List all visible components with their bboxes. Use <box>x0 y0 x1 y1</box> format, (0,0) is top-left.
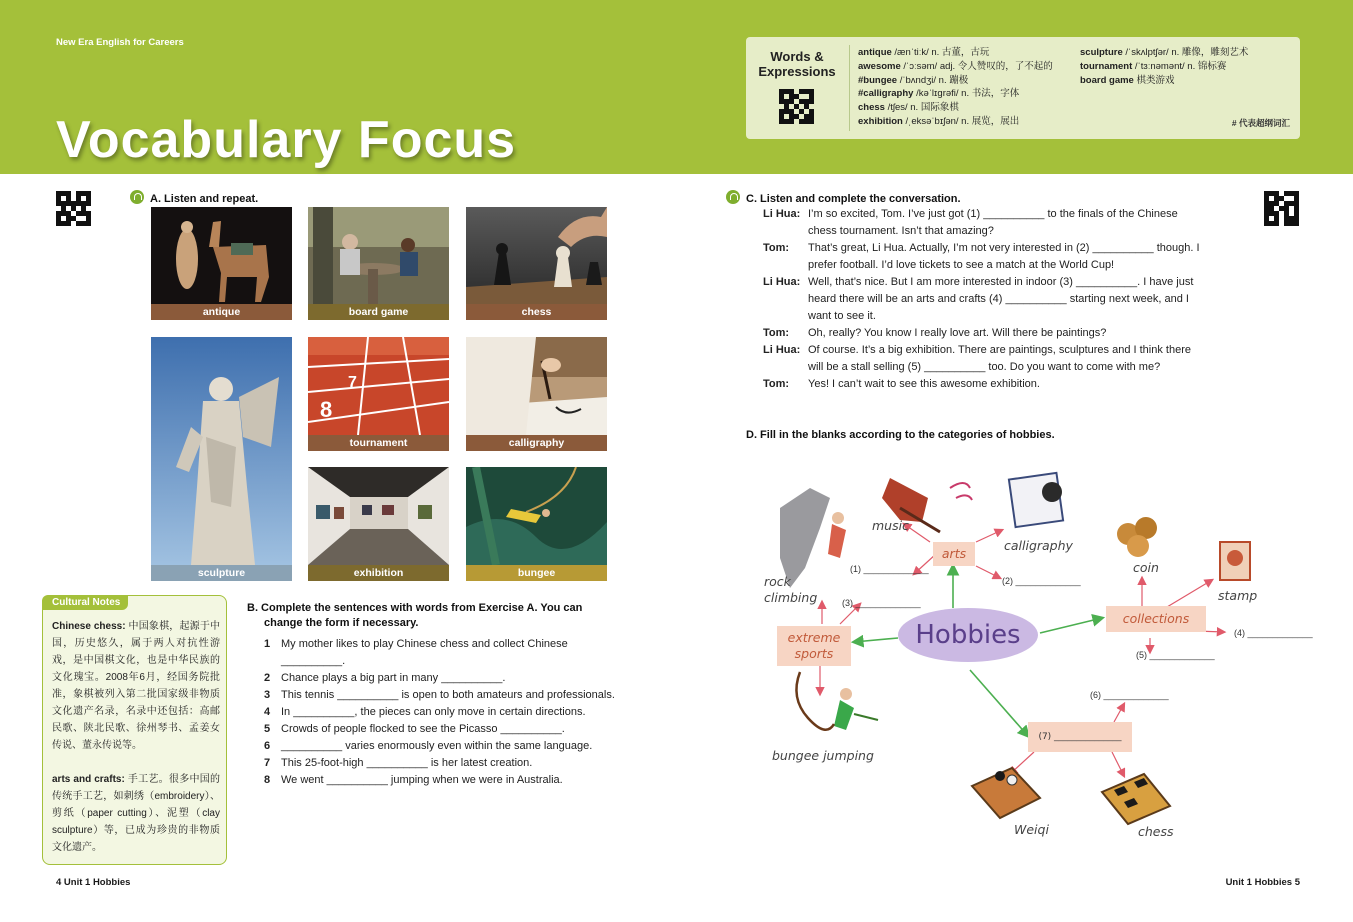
photo-antique <box>151 207 292 320</box>
hobbies-center: Hobbies <box>898 608 1038 662</box>
conversation-line: Li Hua: Of course. It’s a big exhibition. There are paintings, sculptures and I think there will be a stall selling (5) __________ too. Do you want to come with me? <box>763 344 1191 373</box>
hobbies-diagram <box>750 458 1313 848</box>
qr-code-icon[interactable] <box>1264 191 1299 226</box>
bungee-jumping-label: bungee jumping <box>772 748 874 763</box>
word-list-2 <box>1080 46 1248 87</box>
section-c-heading: C. Listen and complete the conversation. <box>726 190 961 205</box>
cultural-notes-tab: Cultural Notes <box>42 595 128 610</box>
calligraphy-image <box>466 337 607 435</box>
footer-right: Unit 1 Hobbies 5 <box>1225 877 1300 888</box>
caption: chess <box>466 304 607 320</box>
music-label: music <box>872 518 909 533</box>
conversation-line: Li Hua: I’m so excited, Tom. I’ve just got (1) __________ to the finals of the Chinese chess tournament. Isn’t that amazing? <box>763 208 1178 237</box>
caption: board game <box>308 304 449 320</box>
qr-code-icon[interactable] <box>56 191 91 226</box>
weiqi-label: Weiqi <box>1014 822 1049 837</box>
list-item: 8 We went __________ jumping when we were in Australia. <box>264 774 563 786</box>
blank-3: (3) _____________ <box>842 598 921 608</box>
cultural-notes <box>42 595 227 865</box>
blank-5: (5) _____________ <box>1136 650 1215 660</box>
words-note: # 代表超纲词汇 <box>1231 118 1290 128</box>
calligraphy-label: calligraphy <box>1004 538 1073 553</box>
chess-image <box>466 207 607 304</box>
list-item: 2 Chance plays a big part in many __________. <box>264 672 506 684</box>
photo-tournament <box>308 337 449 451</box>
blank-4: (4) _____________ <box>1234 628 1313 638</box>
conversation <box>763 206 1208 393</box>
list-item: 7 This 25-foot-high __________ is her latest creation. <box>264 757 533 769</box>
section-b-heading: B. Complete the sentences with words from Exercise A. You can change the form if necessary. <box>247 602 583 629</box>
list-item: 5 Crowds of people flocked to see the Picasso __________. <box>264 723 565 735</box>
svg-text:8: 8 <box>320 397 333 422</box>
caption: tournament <box>308 435 449 451</box>
note-arts-crafts: arts and crafts: 手工艺。很多中国的传统手工艺，如刺绣（embroidery）、剪纸（paper cutting）、泥塑（clay sculpture）等，已成为珍贵的非物质文化遗产。 <box>52 774 221 853</box>
word-entry: board game 棋类游戏 <box>1080 74 1175 86</box>
arts-box: arts <box>933 542 975 566</box>
word-entry: exhibition /ˌeksəˈbɪʃən/ n. 展览，展出 <box>858 115 1020 127</box>
audio-icon[interactable] <box>130 190 144 204</box>
sculpture-image <box>151 337 292 565</box>
series-title: New Era English for Careers <box>56 37 184 48</box>
blank-7-box: (7) _______________ <box>1028 722 1132 752</box>
word-entry: antique /ænˈtiːk/ n. 古董，古玩 <box>858 47 990 58</box>
caption: bungee <box>466 565 607 581</box>
conversation-line: Li Hua: Well, that’s nice. But I am more interested in indoor (3) __________. I have just heard there will be an arts and crafts (4) __________ starting next week, and I want to see it. <box>763 276 1194 322</box>
photo-sculpture <box>151 337 292 581</box>
note-chinese-chess: Chinese chess: 中国象棋，起源于中国，历史悠久，属于两人对抗性游戏，是中国棋文化，也是中华民族的文化瑰宝。2008年6月，经国务院批准，象棋被列入第二批国家级非物质文化遗产名录，名录中还包括：高邮民歌、陕北民歌、徐州琴书、孟姜女传说、董永传说等。 <box>52 621 221 751</box>
word-entry: tournament /ˈtɜːnəmənt/ n. 锦标赛 <box>1080 60 1227 72</box>
audio-icon[interactable] <box>726 190 740 204</box>
photo-exhibition <box>308 467 449 581</box>
page-title: Vocabulary Focus <box>56 111 517 169</box>
qr-code-icon[interactable] <box>779 89 814 124</box>
coin-label: coin <box>1133 560 1159 575</box>
word-entry: #calligraphy /kəˈlɪɡrəfi/ n. 书法，字体 <box>858 88 1020 100</box>
board-game-image <box>308 207 449 304</box>
conversation-line: Tom: Yes! I can’t wait to see this awesome exhibition. <box>763 378 1040 390</box>
collections-box: collections <box>1106 606 1206 632</box>
list-item: 1 My mother likes to play Chinese chess and collect Chinese __________. <box>264 638 568 667</box>
caption: exhibition <box>308 565 449 581</box>
tournament-image <box>308 337 449 435</box>
blank-1: (1) _____________ <box>850 564 929 574</box>
photo-chess <box>466 207 607 320</box>
words-expressions-box <box>746 37 1300 139</box>
list-item: 6 __________ varies enormously even within the same language. <box>264 740 593 752</box>
extreme-sports-box: extreme sports <box>777 626 851 666</box>
svg-text:7: 7 <box>348 374 357 391</box>
photo-board-game <box>308 207 449 320</box>
section-a-heading: A. Listen and repeat. <box>130 190 258 205</box>
list-item: 4 In __________, the pieces can only move in certain directions. <box>264 706 586 718</box>
words-heading: Words & Expressions <box>758 49 836 79</box>
word-entry: chess /tʃes/ n. 国际象棋 <box>858 102 959 114</box>
list-item: 3 This tennis __________ is open to both amateurs and professionals. <box>264 689 615 701</box>
antique-image <box>151 207 292 304</box>
conversation-line: Tom: Oh, really? You know I really love art. Will there be paintings? <box>763 327 1107 339</box>
chess-label: chess <box>1138 824 1174 839</box>
word-entry: awesome /ˈɔːsəm/ adj. 令人赞叹的，了不起的 <box>858 60 1053 72</box>
exhibition-image <box>308 467 449 565</box>
caption: sculpture <box>151 565 292 581</box>
stamp-label: stamp <box>1218 588 1258 603</box>
blank-6: (6) _____________ <box>1090 690 1169 700</box>
section-b-list <box>264 636 621 789</box>
conversation-line: Tom: That’s great, Li Hua. Actually, I’m not very interested in (2) __________ though. I prefer football. I’d love tickets to see a match at the World Cup! <box>763 242 1200 271</box>
caption: calligraphy <box>466 435 607 451</box>
divider <box>849 45 850 131</box>
footer-left: 4 Unit 1 Hobbies <box>56 877 131 888</box>
photo-bungee <box>466 467 607 581</box>
word-entry: sculpture /ˈskʌlptʃər/ n. 雕像，雕刻艺术 <box>1080 47 1249 58</box>
word-entry: #bungee /ˈbʌndʒi/ n. 蹦极 <box>858 74 969 86</box>
caption: antique <box>151 304 292 320</box>
photo-calligraphy <box>466 337 607 451</box>
blank-2: (2) _____________ <box>1002 576 1081 586</box>
section-d-heading: D. Fill in the blanks according to the categories of hobbies. <box>746 429 1055 441</box>
bungee-image <box>466 467 607 565</box>
cultural-notes-body <box>52 618 220 856</box>
word-list-1 <box>858 46 1053 129</box>
header-banner <box>0 0 1353 174</box>
rock-climbing-label: rock climbing <box>764 574 818 605</box>
